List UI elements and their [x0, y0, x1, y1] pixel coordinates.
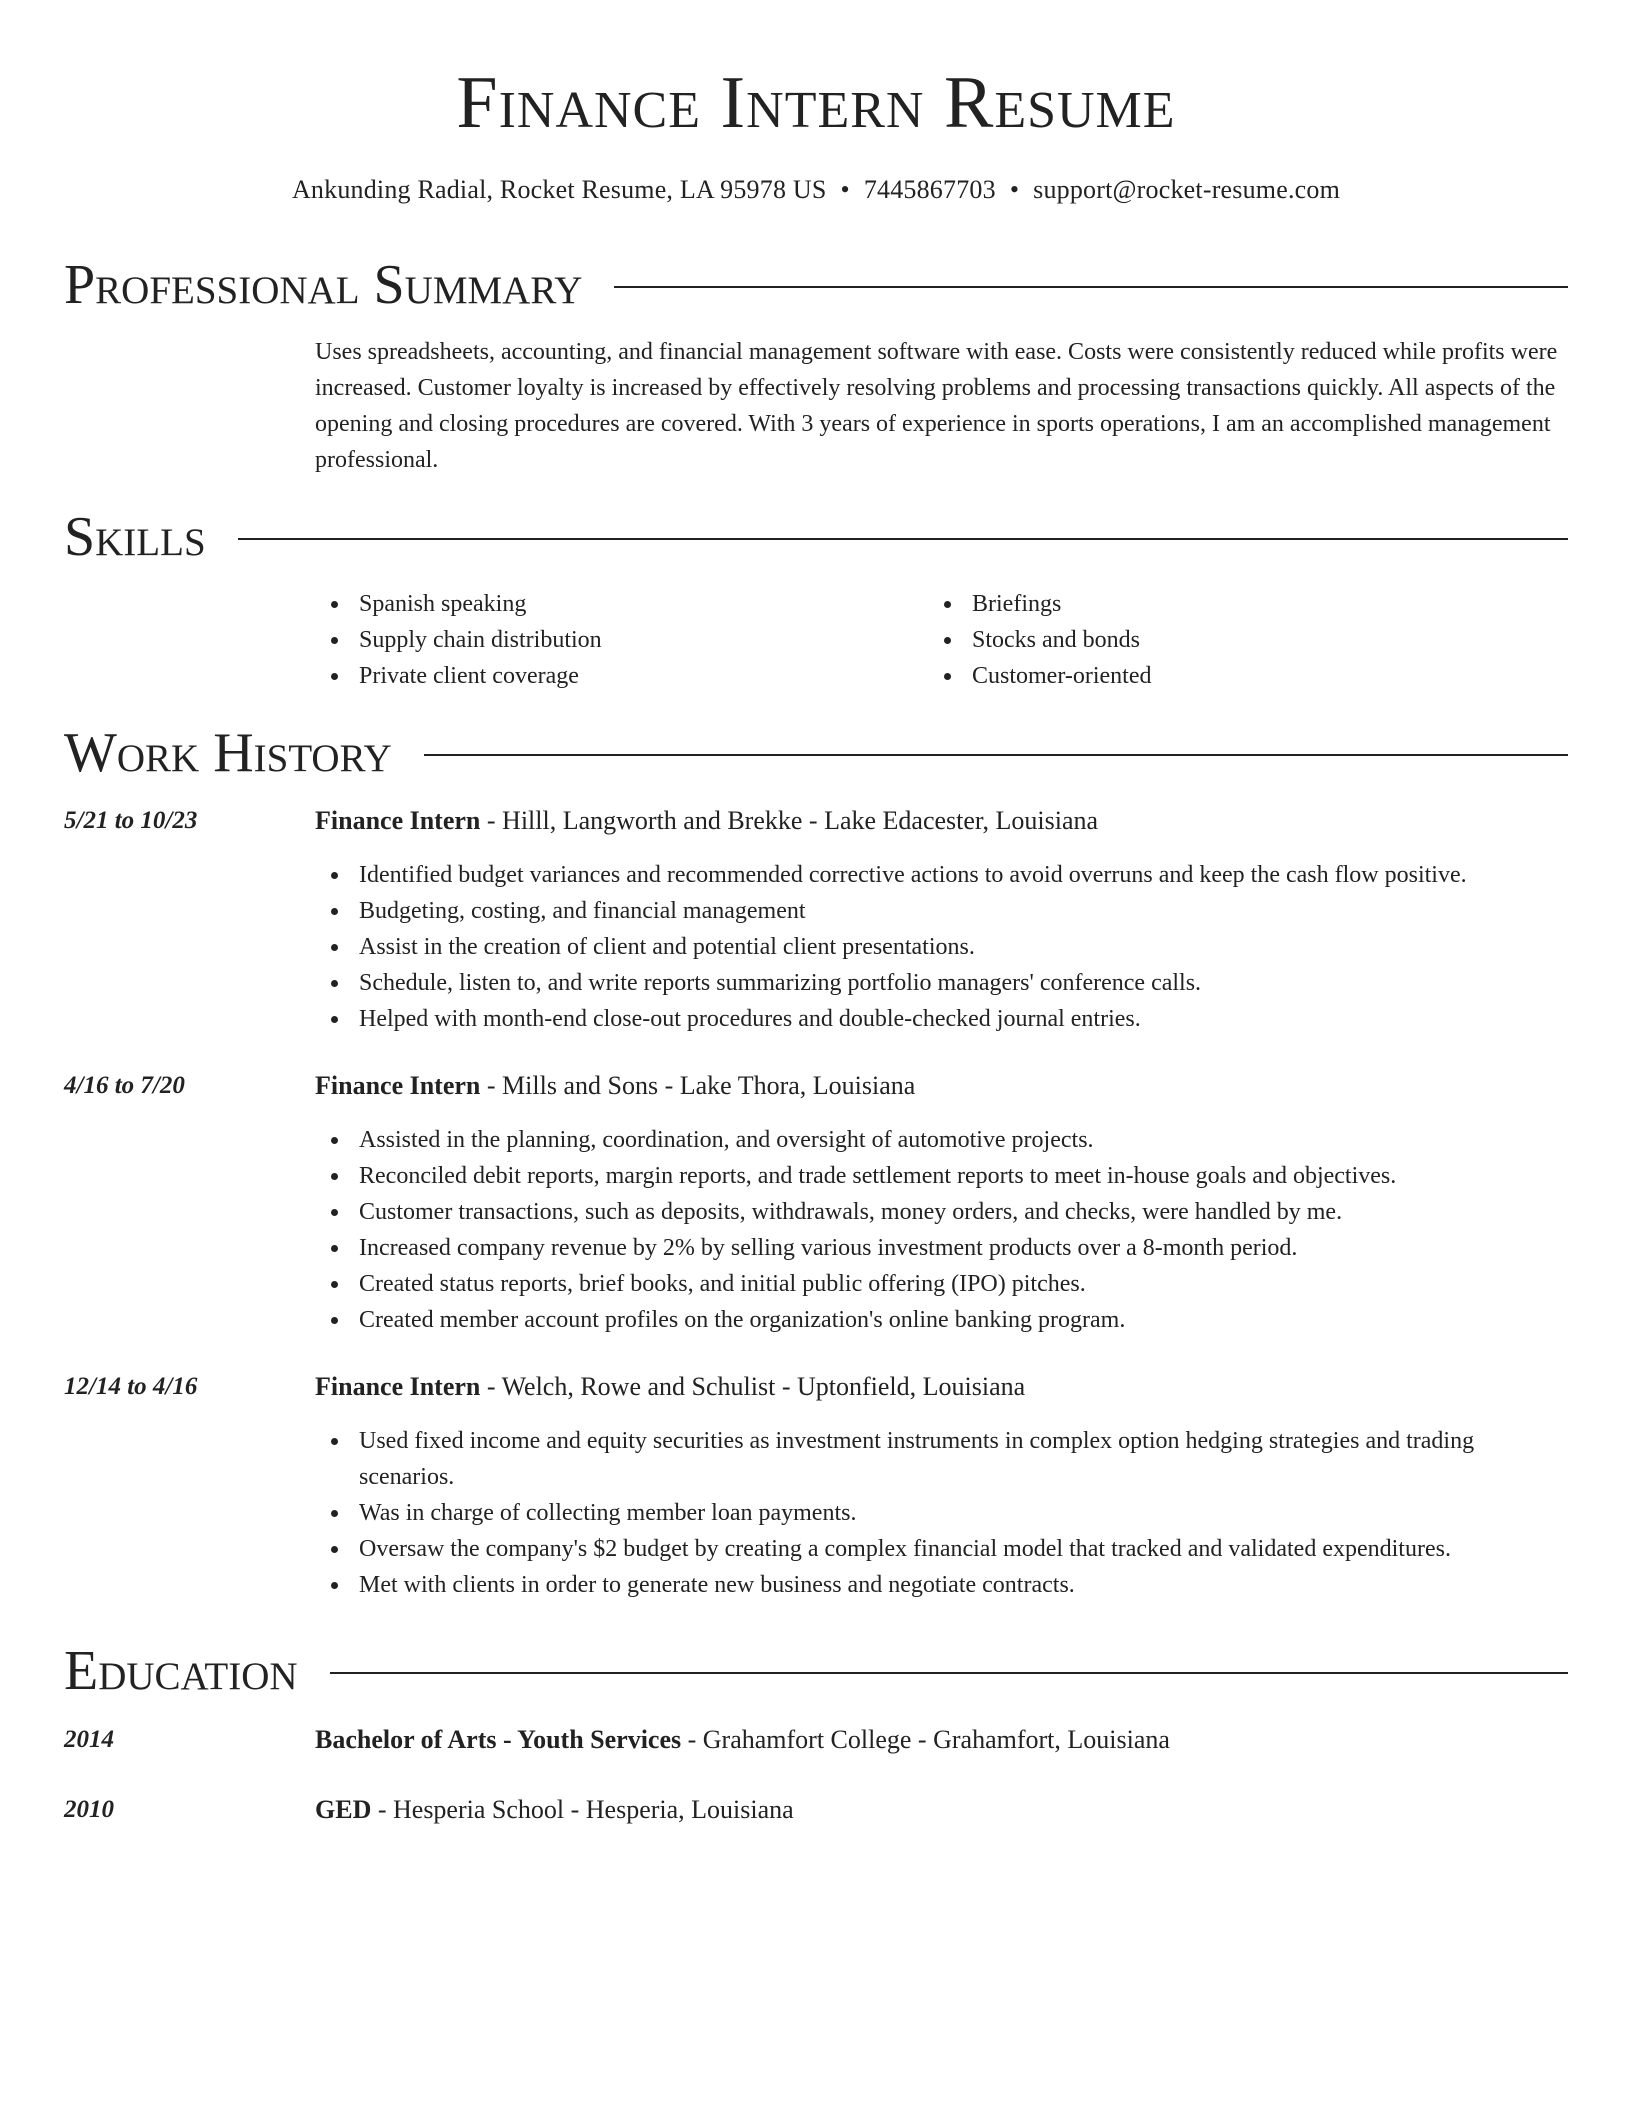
- summary-section-header: [64, 250, 1568, 320]
- contact-separator: •: [1009, 175, 1020, 204]
- job-bullets: [315, 1423, 1571, 1603]
- job-bullets: [315, 857, 1571, 1037]
- education-entry: [315, 1722, 1571, 1758]
- job-bullet: Oversaw the company's $2 budget by creating a complex financial model that tracked and validated expenditures.: [315, 1531, 1571, 1567]
- job-bullet: Helped with month-end close-out procedures and double-checked journal entries.: [315, 1001, 1571, 1037]
- skill-item: Private client coverage: [315, 658, 875, 694]
- job-bullet: Customer transactions, such as deposits, withdrawals, money orders, and checks, were handled by me.: [315, 1194, 1571, 1230]
- skills-list-left: [315, 586, 875, 694]
- contact-separator: •: [840, 175, 850, 204]
- summary-heading: Professional Summary: [64, 254, 583, 316]
- job-bullet: Used fixed income and equity securities as investment instruments in complex option hedging strategies and trading scenarios.: [315, 1423, 1571, 1495]
- skills-heading: Skills: [64, 506, 206, 568]
- education-details: - Hesperia School - Hesperia, Louisiana: [371, 1795, 794, 1824]
- job-title: Finance Intern: [315, 1071, 481, 1100]
- job-title: Finance Intern: [315, 1372, 481, 1401]
- section-divider: [330, 1672, 1568, 1674]
- job-details: - Hilll, Langworth and Brekke - Lake Edacester, Louisiana: [480, 806, 1099, 835]
- job-bullet: Met with clients in order to generate new business and negotiate contracts.: [315, 1567, 1571, 1603]
- job-details: - Welch, Rowe and Schulist - Uptonfield, Louisiana: [480, 1372, 1026, 1401]
- education-heading: Education: [64, 1640, 298, 1702]
- contact-line: [0, 172, 1632, 208]
- job-heading: [315, 1369, 1571, 1405]
- education-year: 2014: [64, 1726, 114, 1753]
- skill-item: Customer-oriented: [928, 658, 1488, 694]
- job-bullet: Created status reports, brief books, and initial public offering (IPO) pitches.: [315, 1266, 1571, 1302]
- job-bullet: Created member account profiles on the organization's online banking program.: [315, 1302, 1571, 1338]
- job-bullet: Assisted in the planning, coordination, and oversight of automotive projects.: [315, 1122, 1571, 1158]
- resume-title: Finance Intern Resume: [456, 62, 1176, 144]
- education-section-header: [64, 1636, 1568, 1706]
- job-bullet: Assist in the creation of client and potential client presentations.: [315, 929, 1571, 965]
- job-bullet: Schedule, listen to, and write reports summarizing portfolio managers' conference calls.: [315, 965, 1571, 1001]
- skill-item: Spanish speaking: [315, 586, 875, 622]
- job-bullet: Reconciled debit reports, margin reports, and trade settlement reports to meet in-house goals and objectives.: [315, 1158, 1571, 1194]
- section-divider: [614, 286, 1568, 288]
- education-year: 2010: [64, 1796, 114, 1823]
- job-bullet: Increased company revenue by 2% by selling various investment products over a 8-month period.: [315, 1230, 1571, 1266]
- contact-phone: 7445867703: [863, 175, 996, 204]
- skill-item: Supply chain distribution: [315, 622, 875, 658]
- section-divider: [238, 538, 1568, 540]
- job-heading: [315, 803, 1571, 839]
- education-entry: [315, 1792, 1571, 1828]
- job-dates: 12/14 to 4/16: [64, 1373, 198, 1400]
- job-bullets: [315, 1122, 1571, 1338]
- job-details: - Mills and Sons - Lake Thora, Louisiana: [480, 1071, 916, 1100]
- work-section-header: [64, 718, 1568, 788]
- education-degree: Bachelor of Arts - Youth Services: [315, 1725, 682, 1754]
- job-heading: [315, 1068, 1571, 1104]
- skills-section-header: [64, 502, 1568, 572]
- job-bullet: Budgeting, costing, and financial management: [315, 893, 1571, 929]
- contact-address: Ankunding Radial, Rocket Resume, LA 95978 US: [291, 175, 827, 204]
- job-bullet: Identified budget variances and recommended corrective actions to avoid overruns and keep the cash flow positive.: [315, 857, 1571, 893]
- skills-list-right: [928, 586, 1488, 694]
- job-dates: 5/21 to 10/23: [64, 807, 198, 834]
- summary-text: Uses spreadsheets, accounting, and financial management software with ease. Costs were consistently reduced while profits were increased. Customer loyalty is increased by effectively resolving problems and processing transactions quickly. All aspects of the opening and closing procedures are covered. With 3 years of experience in sports operations, I am an accomplished management professional.: [315, 339, 1558, 473]
- education-degree: GED: [315, 1795, 372, 1824]
- job-dates: 4/16 to 7/20: [64, 1072, 185, 1099]
- job-title: Finance Intern: [315, 806, 481, 835]
- job-bullet: Was in charge of collecting member loan payments.: [315, 1495, 1571, 1531]
- education-details: - Grahamfort College - Grahamfort, Louisiana: [681, 1725, 1170, 1754]
- skill-item: Briefings: [928, 586, 1488, 622]
- skill-item: Stocks and bonds: [928, 622, 1488, 658]
- section-divider: [424, 754, 1568, 756]
- contact-email: support@rocket-resume.com: [1033, 175, 1341, 204]
- work-heading: Work History: [64, 722, 392, 784]
